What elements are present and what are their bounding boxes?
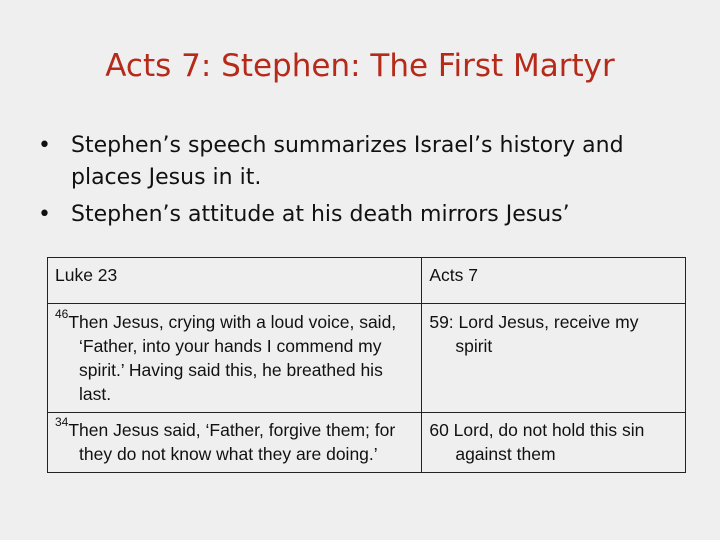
- verse-number: 34: [55, 415, 69, 429]
- verse-text: Then Jesus said, ‘Father, forgive them; for they do not know what they are doing.’: [68, 420, 396, 464]
- comparison-table: [47, 257, 686, 473]
- table-row: [48, 413, 686, 473]
- table-header-row: [48, 258, 686, 304]
- verse-block: [55, 307, 415, 406]
- bullet-list: [38, 130, 678, 236]
- bullet-marker: •: [38, 133, 51, 158]
- verse-block: [55, 415, 415, 466]
- bullet-item: [38, 130, 678, 194]
- table-row: [48, 304, 686, 413]
- bullet-marker: •: [38, 202, 51, 227]
- header-cell-acts: Acts 7: [422, 258, 686, 304]
- verse-text: Then Jesus, crying with a loud voice, said, ‘Father, into your hands I commend my spirit.’ Having said this, he breathed his last.: [68, 312, 397, 404]
- bullet-text: Stephen’s speech summarizes Israel’s history and places Jesus in it.: [71, 133, 624, 190]
- header-cell-luke: Luke 23: [48, 258, 422, 304]
- verse-text: 60 Lord, do not hold this sin against them: [429, 420, 645, 464]
- bullet-item: [38, 199, 678, 231]
- bullet-text: Stephen’s attitude at his death mirrors Jesus’: [71, 202, 570, 227]
- table-cell-luke: [48, 304, 422, 413]
- verse-number: 46: [55, 307, 69, 321]
- table-cell-acts: [422, 413, 686, 473]
- table-cell-luke: [48, 413, 422, 473]
- slide-title: Acts 7: Stephen: The First Martyr: [105, 48, 615, 84]
- verse-text: 59: Lord Jesus, receive my spirit: [429, 312, 639, 356]
- table-cell-acts: [422, 304, 686, 413]
